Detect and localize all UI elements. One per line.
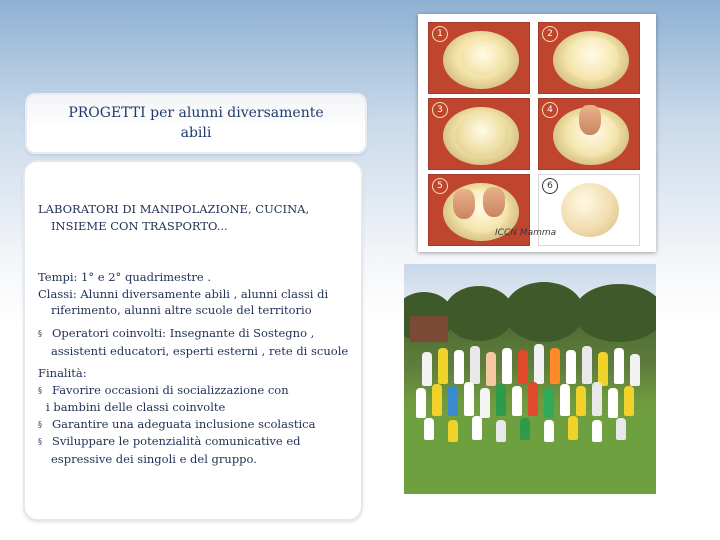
- child-figure: [592, 382, 602, 416]
- building-shape: [410, 316, 448, 342]
- lab-heading-line1: LABORATORI DI MANIPOLAZIONE, CUCINA,: [38, 202, 310, 216]
- child-figure: [534, 344, 544, 384]
- child-figure: [416, 388, 426, 418]
- hand-image: [453, 189, 475, 219]
- child-figure: [550, 348, 560, 384]
- page-title-line2: abili: [180, 125, 212, 141]
- recipe-steps-photo: [418, 14, 656, 252]
- goal-1-line2: i bambini delle classi coinvolte: [46, 400, 226, 414]
- bullet-icon: §: [38, 329, 42, 338]
- child-figure: [518, 350, 528, 384]
- child-figure: [544, 420, 554, 442]
- goal-1-line1: Favorire occasioni di socializzazione con: [52, 382, 289, 397]
- step-panel-1: [428, 22, 530, 94]
- child-figure: [496, 384, 506, 416]
- step-panel-3: [428, 98, 530, 170]
- step-number: 4: [542, 102, 558, 118]
- child-figure: [576, 386, 586, 416]
- child-figure: [496, 420, 506, 442]
- child-figure: [614, 348, 624, 384]
- child-figure: [438, 348, 448, 384]
- lab-heading: [38, 201, 309, 234]
- step-panel-2: [538, 22, 640, 94]
- bullet-icon: §: [38, 419, 42, 429]
- bullet-icon: §: [38, 385, 42, 395]
- child-figure: [544, 388, 554, 418]
- child-figure: [470, 346, 480, 384]
- flour-image: [461, 41, 505, 75]
- child-figure: [422, 352, 432, 386]
- flour-image: [565, 37, 619, 81]
- child-figure: [432, 384, 442, 416]
- operatori-line2: assistenti educatori, esperti esterni , rete di scuole: [51, 343, 349, 358]
- child-figure: [480, 388, 490, 418]
- operatori-block: [38, 325, 348, 359]
- child-figure: [502, 348, 512, 384]
- child-figure: [616, 418, 626, 440]
- classi-line1: Classi: Alunni diversamente abili , alunni classi di: [38, 286, 329, 301]
- child-figure: [472, 416, 482, 440]
- tree-shape: [504, 282, 584, 342]
- tempi-text: Tempi: 1° e 2° quadrimestre .: [38, 270, 211, 284]
- child-figure: [528, 382, 538, 416]
- child-figure: [608, 388, 618, 418]
- step-number: 3: [432, 102, 448, 118]
- child-figure: [512, 386, 522, 416]
- step-number: 6: [542, 178, 558, 194]
- goal-2-line1: Garantire una adeguata inclusione scolastica: [52, 416, 316, 431]
- group-photo: [404, 264, 656, 494]
- title-box: [27, 95, 365, 152]
- hand-image: [579, 105, 601, 135]
- lab-heading-line2: INSIEME CON TRASPORTO...: [51, 218, 228, 233]
- child-figure: [582, 346, 592, 384]
- child-figure: [454, 350, 464, 384]
- child-figure: [464, 382, 474, 416]
- child-figure: [624, 386, 634, 416]
- hand-image: [483, 187, 505, 217]
- step-number: 2: [542, 26, 558, 42]
- child-figure: [486, 352, 496, 386]
- child-figure: [560, 384, 570, 416]
- photo-signature: ICCN Mamma: [495, 228, 557, 238]
- tree-shape: [574, 284, 656, 342]
- child-figure: [592, 420, 602, 442]
- classi-line2: riferimento, alunni altre scuole del territorio: [51, 303, 312, 317]
- step-number: 1: [432, 26, 448, 42]
- child-figure: [448, 420, 458, 442]
- child-figure: [520, 418, 530, 440]
- page-title-line1: PROGETTI per alunni diversamente: [68, 105, 324, 121]
- step-panel-4: [538, 98, 640, 170]
- child-figure: [566, 350, 576, 384]
- child-figure: [568, 416, 578, 440]
- child-figure: [424, 418, 434, 440]
- finalita-heading: Finalità:: [38, 366, 87, 380]
- child-figure: [448, 386, 458, 416]
- goal-3-line1: Sviluppare le potenzialità comunicative ed: [52, 434, 301, 448]
- operatori-line1: Operatori coinvolti: Insegnante di Sostegno ,: [52, 326, 315, 340]
- bullet-icon: §: [38, 437, 42, 446]
- dough-ball-image: [561, 183, 619, 237]
- finalita-block: [38, 365, 315, 467]
- crumbly-dough-image: [455, 113, 509, 157]
- child-figure: [630, 354, 640, 386]
- goal-3-line2: espressive dei singoli e del gruppo.: [51, 451, 257, 466]
- step-number: 5: [432, 178, 448, 194]
- tempi-classi-block: [38, 269, 328, 319]
- child-figure: [598, 352, 608, 386]
